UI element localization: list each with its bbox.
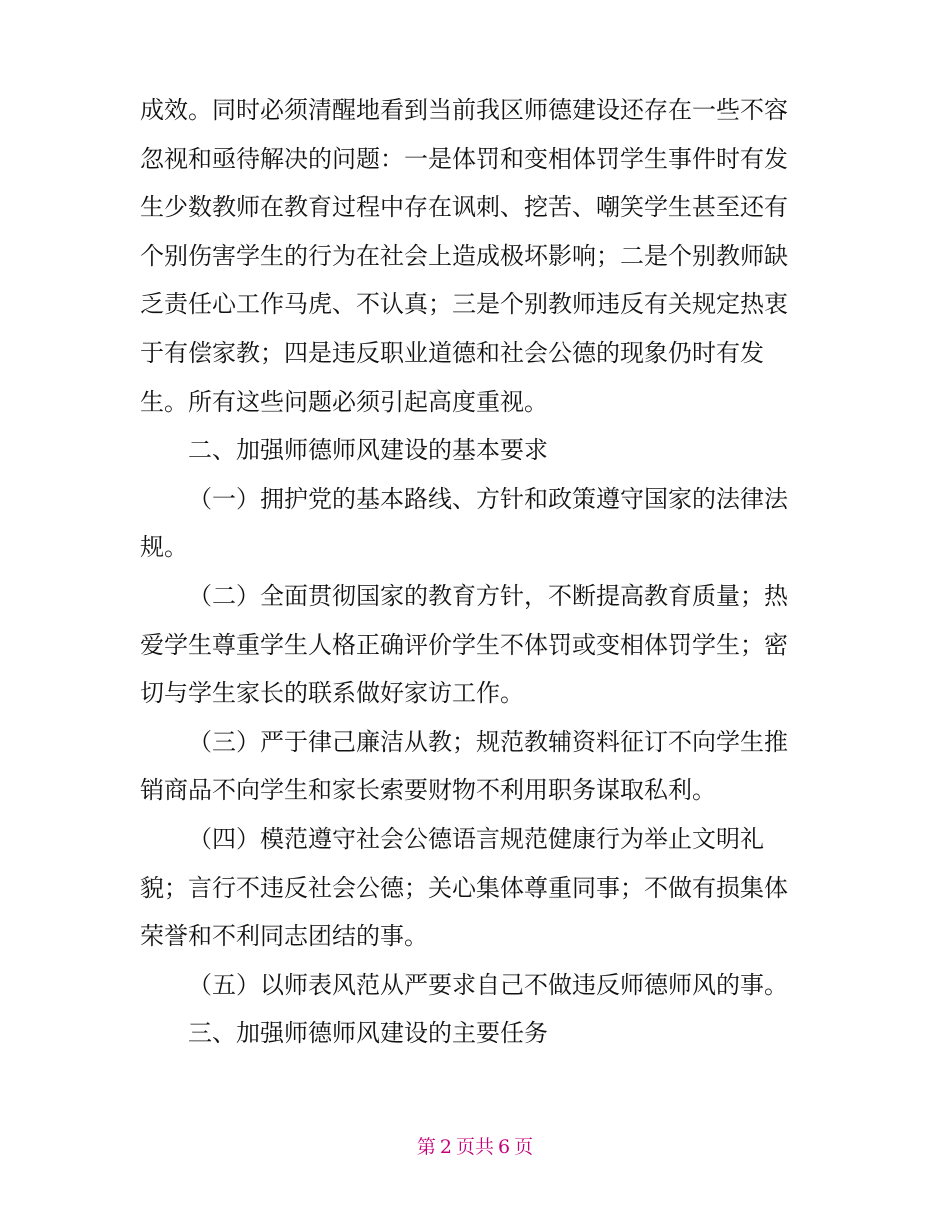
paragraph-line: （四）模范遵守社会公德语言规范健康行为举止文明礼 — [188, 824, 764, 853]
paragraph-line: （二）全面贯彻国家的教育方针，不断提高教育质量；热 — [188, 581, 788, 610]
paragraph-line: 生。所有这些问题必须引起高度重视。 — [140, 387, 548, 416]
footer-page-number: 2 — [439, 1136, 452, 1158]
paragraph-line: 貌；言行不违反社会公德；关心集体尊重同事；不做有损集体 — [140, 873, 788, 902]
footer-total-pages: 6 — [498, 1136, 511, 1158]
page-footer — [0, 1133, 950, 1161]
paragraph-line: （五）以师表风范从严要求自己不做违反师德师风的事。 — [188, 970, 788, 999]
paragraph-line: 荣誉和不利同志团结的事。 — [140, 922, 428, 951]
paragraph-line: 切与学生家长的联系做好家访工作。 — [140, 679, 524, 708]
paragraph-line: 忽视和亟待解决的问题：一是体罚和变相体罚学生事件时有发 — [140, 144, 788, 173]
paragraph-line: 于有偿家教；四是违反职业道德和社会公德的现象仍时有发 — [140, 338, 764, 367]
footer-prefix: 第 — [416, 1136, 436, 1158]
paragraph-line: 爱学生尊重学生人格正确评价学生不体罚或变相体罚学生；密 — [140, 630, 788, 659]
document-body — [140, 86, 810, 1058]
paragraph-line: 乏责任心工作马虎、不认真；三是个别教师违反有关规定热衷 — [140, 290, 788, 319]
paragraph-line: （三）严于律己廉洁从教；规范教辅资料征订不向学生推 — [188, 727, 788, 756]
paragraph-line: 个别伤害学生的行为在社会上造成极坏影响；二是个别教师缺 — [140, 241, 788, 270]
paragraph-line: 成效。同时必须清醒地看到当前我区师德建设还存在一些不容 — [140, 96, 788, 124]
footer-suffix: 页 — [514, 1136, 534, 1158]
paragraph-line: （一）拥护党的基本路线、方针和政策遵守国家的法律法 — [188, 484, 788, 513]
section-heading: 二、加强师德师风建设的基本要求 — [188, 436, 548, 465]
footer-middle: 页共 — [455, 1136, 494, 1158]
paragraph-line: 规。 — [140, 533, 188, 562]
paragraph-line: 销商品不向学生和家长索要财物不利用职务谋取私利。 — [140, 776, 716, 805]
paragraph-line: 生少数教师在教育过程中存在讽刺、挖苦、嘲笑学生甚至还有 — [140, 193, 788, 222]
section-heading: 三、加强师德师风建设的主要任务 — [188, 1019, 548, 1048]
